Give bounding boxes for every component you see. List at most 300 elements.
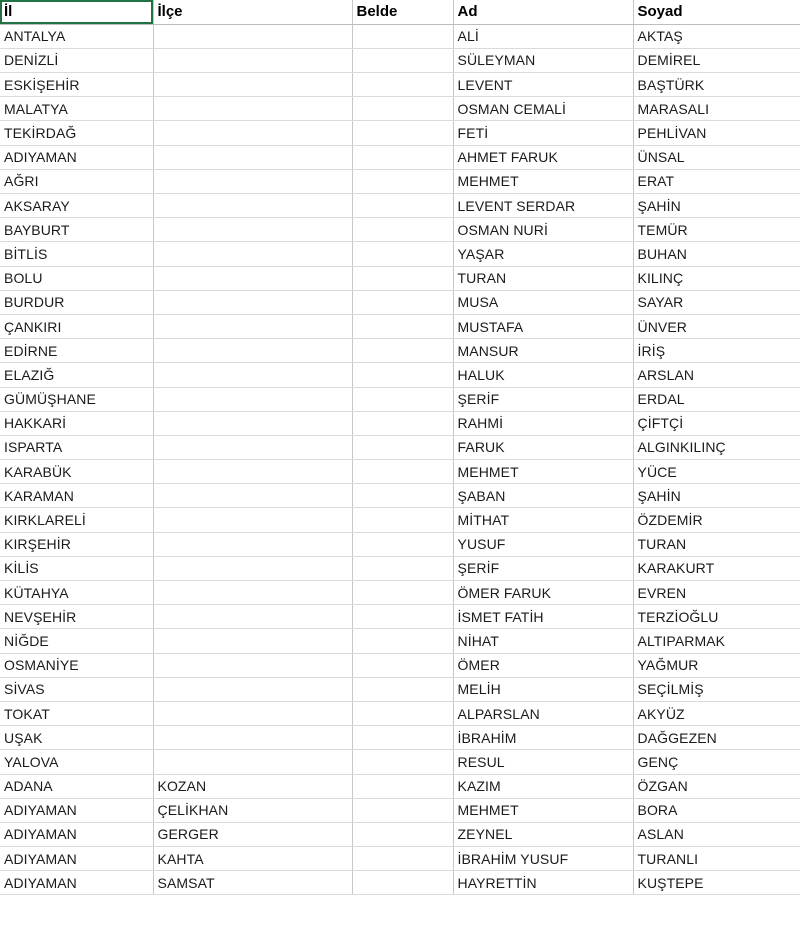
cell-text: ISPARTA	[4, 439, 63, 456]
cell-belde[interactable]	[352, 532, 453, 556]
cell-ilce[interactable]	[153, 314, 352, 338]
cell-belde[interactable]	[352, 677, 453, 701]
cell-belde[interactable]	[352, 411, 453, 435]
cell-il[interactable]	[0, 314, 153, 338]
cell-text: TURANLI	[637, 850, 699, 867]
cell-il[interactable]	[0, 339, 153, 363]
cell-text: SİVAS	[4, 681, 45, 698]
cell-ad[interactable]	[453, 653, 633, 677]
table-row	[0, 48, 800, 72]
cell-soyad[interactable]	[633, 605, 800, 629]
cell-text: AKYÜZ	[637, 705, 685, 722]
cell-text: YUSUF	[457, 536, 506, 553]
cell-text: ÇANKIRI	[4, 318, 62, 335]
cell-text: OSMANİYE	[4, 657, 79, 674]
cell-text: ÇİFTÇİ	[637, 415, 684, 432]
cell-ad[interactable]	[453, 242, 633, 266]
table-row	[0, 194, 800, 218]
cell-soyad[interactable]	[633, 48, 800, 72]
cell-il[interactable]	[0, 508, 153, 532]
cell-belde[interactable]	[352, 290, 453, 314]
cell-soyad[interactable]	[633, 387, 800, 411]
cell-soyad[interactable]	[633, 339, 800, 363]
cell-belde[interactable]	[352, 218, 453, 242]
cell-ilce[interactable]	[153, 460, 352, 484]
table-row	[0, 121, 800, 145]
cell-belde[interactable]	[352, 145, 453, 169]
cell-text: TURAN	[637, 536, 687, 553]
cell-ilce[interactable]	[153, 629, 352, 653]
cell-text: BAŞTÜRK	[637, 76, 705, 93]
cell-ad[interactable]	[453, 314, 633, 338]
cell-text: LEVENT	[457, 76, 513, 93]
cell-text: ÜNSAL	[637, 149, 685, 166]
table-row	[0, 314, 800, 338]
table-row	[0, 339, 800, 363]
cell-soyad[interactable]	[633, 629, 800, 653]
cell-il[interactable]	[0, 266, 153, 290]
cell-ilce[interactable]	[153, 871, 352, 895]
table-row	[0, 750, 800, 774]
cell-text: HAYRETTİN	[457, 874, 537, 891]
cell-soyad[interactable]	[633, 266, 800, 290]
cell-text: HAKKARİ	[4, 415, 67, 432]
cell-soyad[interactable]	[633, 847, 800, 871]
cell-soyad[interactable]	[633, 798, 800, 822]
cell-text: KILINÇ	[637, 270, 684, 287]
cell-text: OSMAN NURİ	[457, 221, 548, 238]
cell-ad[interactable]	[453, 387, 633, 411]
cell-il[interactable]	[0, 435, 153, 459]
cell-text: SAYAR	[637, 294, 684, 311]
cell-belde[interactable]	[352, 726, 453, 750]
cell-ilce[interactable]	[153, 24, 352, 48]
cell-il[interactable]	[0, 750, 153, 774]
cell-belde[interactable]	[352, 97, 453, 121]
cell-il[interactable]	[0, 24, 153, 48]
cell-il[interactable]	[0, 242, 153, 266]
cell-belde[interactable]	[352, 169, 453, 193]
table-row	[0, 145, 800, 169]
cell-text: ADIYAMAN	[4, 826, 77, 843]
cell-text: ÖMER FARUK	[457, 584, 552, 601]
cell-belde[interactable]	[352, 194, 453, 218]
cell-ilce[interactable]	[153, 411, 352, 435]
cell-text: ESKİŞEHİR	[4, 76, 80, 93]
cell-text: TERZİOĞLU	[637, 608, 719, 625]
cell-text: TEKİRDAĞ	[4, 125, 77, 142]
cell-ilce[interactable]	[153, 194, 352, 218]
cell-text: ÖMER	[457, 657, 500, 674]
cell-ad[interactable]	[453, 194, 633, 218]
cell-ilce[interactable]	[153, 847, 352, 871]
cell-il[interactable]	[0, 798, 153, 822]
cell-text: MEHMET	[457, 802, 519, 819]
cell-text: SEÇİLMİŞ	[637, 681, 704, 698]
cell-text: ERAT	[637, 173, 675, 190]
cell-soyad[interactable]	[633, 97, 800, 121]
cell-ad[interactable]	[453, 145, 633, 169]
cell-ad[interactable]	[453, 97, 633, 121]
table-row	[0, 556, 800, 580]
table-row	[0, 677, 800, 701]
cell-belde[interactable]	[352, 847, 453, 871]
cell-text: MEHMET	[457, 463, 519, 480]
cell-soyad[interactable]	[633, 411, 800, 435]
cell-text: ŞERİF	[457, 391, 500, 408]
table-row	[0, 73, 800, 97]
cell-il[interactable]	[0, 653, 153, 677]
cell-belde[interactable]	[352, 822, 453, 846]
table-row	[0, 24, 800, 48]
cell-il[interactable]	[0, 169, 153, 193]
table-row	[0, 387, 800, 411]
cell-soyad[interactable]	[633, 774, 800, 798]
cell-text: TURAN	[457, 270, 507, 287]
cell-ad[interactable]	[453, 218, 633, 242]
header-cell-ilce[interactable]: İlçe	[153, 0, 352, 24]
cell-text: KOZAN	[157, 778, 207, 795]
cell-text: ERDAL	[637, 391, 685, 408]
cell-ilce[interactable]	[153, 750, 352, 774]
cell-ad[interactable]	[453, 822, 633, 846]
cell-ad[interactable]	[453, 532, 633, 556]
cell-soyad[interactable]	[633, 242, 800, 266]
cell-belde[interactable]	[352, 774, 453, 798]
table-row	[0, 460, 800, 484]
cell-text: ŞAHİN	[637, 487, 681, 504]
cell-soyad[interactable]	[633, 581, 800, 605]
cell-text: BURDUR	[4, 294, 65, 311]
cell-text: SÜLEYMAN	[457, 52, 536, 69]
cell-text: ALGINKILINÇ	[637, 439, 726, 456]
cell-text: MELİH	[457, 681, 501, 698]
cell-text: KAZIM	[457, 778, 501, 795]
cell-il[interactable]	[0, 726, 153, 750]
cell-ad[interactable]	[453, 556, 633, 580]
cell-ilce[interactable]	[153, 677, 352, 701]
cell-text: NEVŞEHİR	[4, 608, 77, 625]
cell-ilce[interactable]	[153, 556, 352, 580]
cell-il[interactable]	[0, 822, 153, 846]
cell-belde[interactable]	[352, 750, 453, 774]
cell-text: NİĞDE	[4, 632, 49, 649]
cell-text: KUŞTEPE	[637, 874, 704, 891]
cell-text: BOLU	[4, 270, 43, 287]
cell-belde[interactable]	[352, 556, 453, 580]
cell-text: DEMİREL	[637, 52, 701, 69]
cell-ilce[interactable]	[153, 290, 352, 314]
cell-text: ADIYAMAN	[4, 874, 77, 891]
cell-text: FETİ	[457, 125, 489, 142]
cell-text: ADIYAMAN	[4, 149, 77, 166]
header-cell-belde[interactable]: Belde	[352, 0, 453, 24]
header-cell-il[interactable]: İl	[0, 0, 153, 24]
cell-text: MANSUR	[457, 342, 519, 359]
header-cell-soyad[interactable]: Soyad	[633, 0, 800, 24]
cell-text: ÖZDEMİR	[637, 512, 703, 529]
cell-ilce[interactable]	[153, 145, 352, 169]
cell-ilce[interactable]	[153, 701, 352, 725]
cell-il[interactable]	[0, 290, 153, 314]
cell-text: ANTALYA	[4, 28, 66, 45]
cell-belde[interactable]	[352, 653, 453, 677]
cell-ad[interactable]	[453, 508, 633, 532]
cell-soyad[interactable]	[633, 701, 800, 725]
cell-text: KARAKURT	[637, 560, 715, 577]
cell-il[interactable]	[0, 411, 153, 435]
cell-soyad[interactable]	[633, 508, 800, 532]
cell-belde[interactable]	[352, 121, 453, 145]
cell-il[interactable]	[0, 532, 153, 556]
cell-text: ŞAHİN	[637, 197, 681, 214]
cell-text: KIRKLARELİ	[4, 512, 86, 529]
cell-soyad[interactable]	[633, 435, 800, 459]
cell-text: ŞABAN	[457, 487, 506, 504]
cell-il[interactable]	[0, 48, 153, 72]
cell-il[interactable]	[0, 484, 153, 508]
cell-ilce[interactable]	[153, 774, 352, 798]
cell-belde[interactable]	[352, 798, 453, 822]
cell-il[interactable]	[0, 460, 153, 484]
cell-il[interactable]	[0, 581, 153, 605]
cell-ad[interactable]	[453, 266, 633, 290]
cell-ad[interactable]	[453, 48, 633, 72]
cell-soyad[interactable]	[633, 169, 800, 193]
table-row	[0, 774, 800, 798]
cell-soyad[interactable]	[633, 363, 800, 387]
cell-text: RESUL	[457, 753, 505, 770]
cell-ad[interactable]	[453, 605, 633, 629]
cell-belde[interactable]	[352, 871, 453, 895]
cell-ad[interactable]	[453, 484, 633, 508]
cell-ilce[interactable]	[153, 435, 352, 459]
cell-ilce[interactable]	[153, 48, 352, 72]
cell-text: YALOVA	[4, 753, 59, 770]
header-row	[0, 0, 800, 24]
cell-ad[interactable]	[453, 677, 633, 701]
cell-text: ARSLAN	[637, 366, 695, 383]
cell-text: ADANA	[4, 778, 53, 795]
cell-soyad[interactable]	[633, 314, 800, 338]
cell-soyad[interactable]	[633, 677, 800, 701]
cell-text: MEHMET	[457, 173, 519, 190]
cell-il[interactable]	[0, 73, 153, 97]
table-row	[0, 581, 800, 605]
cell-ad[interactable]	[453, 774, 633, 798]
cell-il[interactable]	[0, 677, 153, 701]
cell-ad[interactable]	[453, 290, 633, 314]
cell-text: MİTHAT	[457, 512, 510, 529]
cell-ilce[interactable]	[153, 339, 352, 363]
cell-soyad[interactable]	[633, 145, 800, 169]
cell-text: MARASALI	[637, 100, 710, 117]
cell-ad[interactable]	[453, 847, 633, 871]
cell-soyad[interactable]	[633, 194, 800, 218]
cell-soyad[interactable]	[633, 726, 800, 750]
cell-ad[interactable]	[453, 339, 633, 363]
cell-text: AHMET FARUK	[457, 149, 558, 166]
cell-ilce[interactable]	[153, 218, 352, 242]
cell-text: ALPARSLAN	[457, 705, 540, 722]
cell-text: AĞRI	[4, 173, 39, 190]
table-row	[0, 871, 800, 895]
cell-text: GENÇ	[637, 753, 679, 770]
cell-ilce[interactable]	[153, 387, 352, 411]
cell-text: ZEYNEL	[457, 826, 513, 843]
cell-ad[interactable]	[453, 726, 633, 750]
cell-text: PEHLİVAN	[637, 125, 707, 142]
cell-text: ALİ	[457, 28, 479, 45]
cell-text: AKSARAY	[4, 197, 70, 214]
cell-ad[interactable]	[453, 581, 633, 605]
cell-il[interactable]	[0, 194, 153, 218]
table-body	[0, 24, 800, 895]
cell-ilce[interactable]	[153, 363, 352, 387]
cell-ilce[interactable]	[153, 97, 352, 121]
cell-ilce[interactable]	[153, 798, 352, 822]
cell-ad[interactable]	[453, 701, 633, 725]
cell-belde[interactable]	[352, 629, 453, 653]
cell-il[interactable]	[0, 121, 153, 145]
cell-text: BAYBURT	[4, 221, 70, 238]
cell-soyad[interactable]	[633, 532, 800, 556]
table-row	[0, 363, 800, 387]
cell-ilce[interactable]	[153, 726, 352, 750]
cell-ilce[interactable]	[153, 121, 352, 145]
cell-soyad[interactable]	[633, 653, 800, 677]
table-row	[0, 97, 800, 121]
cell-text: GÜMÜŞHANE	[4, 391, 96, 408]
cell-text: İSMET FATİH	[457, 608, 544, 625]
cell-ad[interactable]	[453, 798, 633, 822]
cell-soyad[interactable]	[633, 822, 800, 846]
cell-text: ÖZGAN	[637, 778, 688, 795]
table-row	[0, 847, 800, 871]
cell-soyad[interactable]	[633, 484, 800, 508]
cell-text: ÇELİKHAN	[157, 802, 229, 819]
cell-il[interactable]	[0, 847, 153, 871]
cell-belde[interactable]	[352, 339, 453, 363]
cell-ad[interactable]	[453, 363, 633, 387]
cell-soyad[interactable]	[633, 290, 800, 314]
cell-text: SAMSAT	[157, 874, 215, 891]
cell-belde[interactable]	[352, 242, 453, 266]
cell-soyad[interactable]	[633, 24, 800, 48]
cell-text: BUHAN	[637, 245, 688, 262]
table-row	[0, 242, 800, 266]
cell-belde[interactable]	[352, 387, 453, 411]
cell-belde[interactable]	[352, 24, 453, 48]
cell-belde[interactable]	[352, 363, 453, 387]
cell-ilce[interactable]	[153, 532, 352, 556]
cell-ad[interactable]	[453, 169, 633, 193]
table-row	[0, 629, 800, 653]
cell-text: KİLİS	[4, 560, 39, 577]
cell-ilce[interactable]	[153, 73, 352, 97]
cell-il[interactable]	[0, 556, 153, 580]
cell-soyad[interactable]	[633, 871, 800, 895]
cell-ad[interactable]	[453, 411, 633, 435]
cell-soyad[interactable]	[633, 121, 800, 145]
cell-ilce[interactable]	[153, 822, 352, 846]
table-row	[0, 266, 800, 290]
table-row	[0, 290, 800, 314]
cell-belde[interactable]	[352, 484, 453, 508]
cell-ad[interactable]	[453, 750, 633, 774]
cell-soyad[interactable]	[633, 750, 800, 774]
cell-belde[interactable]	[352, 701, 453, 725]
cell-soyad[interactable]	[633, 460, 800, 484]
cell-soyad[interactable]	[633, 218, 800, 242]
cell-il[interactable]	[0, 701, 153, 725]
cell-text: DENİZLİ	[4, 52, 59, 69]
cell-belde[interactable]	[352, 581, 453, 605]
cell-text: TEMÜR	[637, 221, 688, 238]
cell-il[interactable]	[0, 871, 153, 895]
cell-ad[interactable]	[453, 460, 633, 484]
cell-il[interactable]	[0, 629, 153, 653]
cell-il[interactable]	[0, 605, 153, 629]
cell-ad[interactable]	[453, 24, 633, 48]
cell-text: DAĞGEZEN	[637, 729, 717, 746]
cell-belde[interactable]	[352, 48, 453, 72]
cell-belde[interactable]	[352, 314, 453, 338]
cell-ilce[interactable]	[153, 605, 352, 629]
cell-ilce[interactable]	[153, 508, 352, 532]
cell-belde[interactable]	[352, 266, 453, 290]
cell-belde[interactable]	[352, 508, 453, 532]
cell-text: BORA	[637, 802, 678, 819]
cell-belde[interactable]	[352, 435, 453, 459]
cell-belde[interactable]	[352, 73, 453, 97]
cell-soyad[interactable]	[633, 73, 800, 97]
cell-ad[interactable]	[453, 629, 633, 653]
cell-ad[interactable]	[453, 435, 633, 459]
cell-ilce[interactable]	[153, 169, 352, 193]
cell-text: İRİŞ	[637, 342, 666, 359]
cell-text: ŞERİF	[457, 560, 500, 577]
cell-il[interactable]	[0, 97, 153, 121]
cell-ad[interactable]	[453, 871, 633, 895]
cell-text: OSMAN CEMALİ	[457, 100, 567, 117]
cell-ad[interactable]	[453, 73, 633, 97]
cell-ad[interactable]	[453, 121, 633, 145]
cell-belde[interactable]	[352, 460, 453, 484]
cell-text: KÜTAHYA	[4, 584, 69, 601]
cell-ilce[interactable]	[153, 266, 352, 290]
cell-il[interactable]	[0, 774, 153, 798]
cell-text: TOKAT	[4, 705, 50, 722]
cell-text: ÜNVER	[637, 318, 688, 335]
header-cell-ad[interactable]: Ad	[453, 0, 633, 24]
cell-il[interactable]	[0, 145, 153, 169]
cell-ilce[interactable]	[153, 653, 352, 677]
cell-il[interactable]	[0, 387, 153, 411]
cell-soyad[interactable]	[633, 556, 800, 580]
cell-ilce[interactable]	[153, 581, 352, 605]
cell-ilce[interactable]	[153, 242, 352, 266]
cell-text: ADIYAMAN	[4, 850, 77, 867]
cell-text: KAHTA	[157, 850, 204, 867]
cell-il[interactable]	[0, 363, 153, 387]
cell-text: RAHMİ	[457, 415, 504, 432]
cell-il[interactable]	[0, 218, 153, 242]
cell-belde[interactable]	[352, 605, 453, 629]
cell-ilce[interactable]	[153, 484, 352, 508]
cell-text: MUSTAFA	[457, 318, 524, 335]
table-row	[0, 726, 800, 750]
